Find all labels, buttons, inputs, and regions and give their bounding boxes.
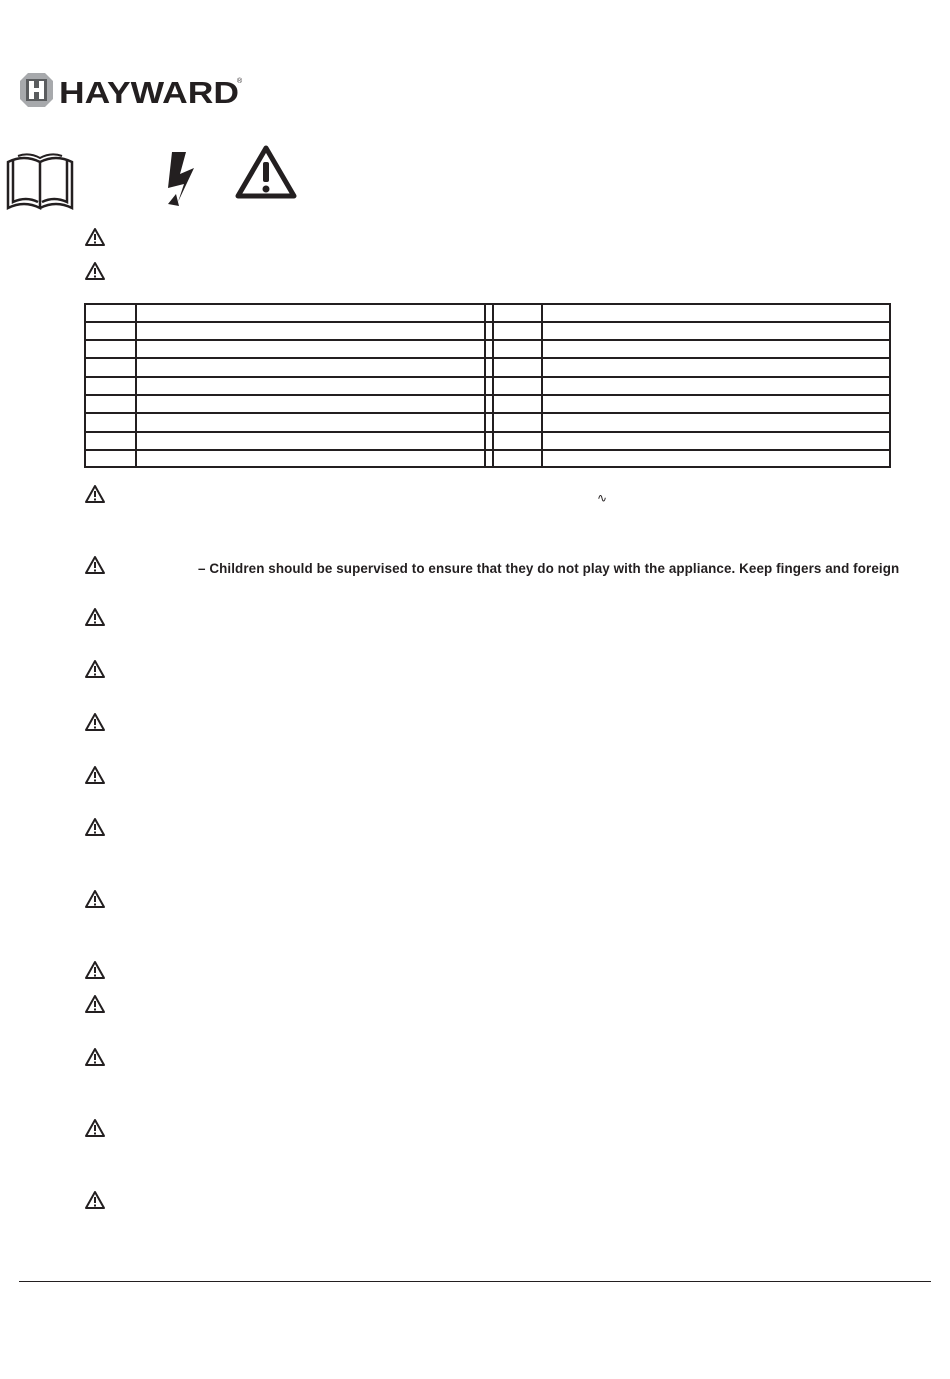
footer-divider <box>19 1281 931 1282</box>
table-row-divider <box>86 321 889 323</box>
table-column-divider <box>541 305 543 466</box>
read-manual-icon <box>8 154 72 208</box>
electric-shock-icon <box>168 152 194 206</box>
table-row-divider <box>86 412 889 414</box>
warning-icon <box>84 712 106 732</box>
registered-mark: ® <box>237 78 243 85</box>
table-column-divider <box>484 305 486 466</box>
warning-icon <box>84 261 106 281</box>
warning-icon <box>84 555 106 575</box>
warning-icon <box>238 148 294 196</box>
warning-icon <box>84 817 106 837</box>
ac-symbol: ∿ <box>597 491 608 505</box>
table-row-divider <box>86 394 889 396</box>
hayward-logo <box>19 72 244 108</box>
table-row-divider <box>86 431 889 433</box>
safety-header-icons <box>0 140 320 220</box>
table-column-divider <box>492 305 494 466</box>
warning-icon <box>84 765 106 785</box>
warning-icon <box>84 227 106 247</box>
warning-icon <box>84 994 106 1014</box>
table-column-divider <box>135 305 137 466</box>
warning-icon <box>84 607 106 627</box>
warning-icon <box>84 960 106 980</box>
warning-icon <box>84 889 106 909</box>
table-row-divider <box>86 357 889 359</box>
table-row-divider <box>86 376 889 378</box>
table-row-divider <box>86 339 889 341</box>
warning-icon <box>84 1190 106 1210</box>
safety-table <box>84 303 891 468</box>
warning-icon <box>84 1047 106 1067</box>
warning-icon <box>84 1118 106 1138</box>
children-supervision-warning: – Children should be supervised to ensure that they do not play with the appliance. Keep fingers and foreign <box>198 561 900 576</box>
logo-wordmark: HAYWARD <box>59 75 239 108</box>
table-row-divider <box>86 449 889 451</box>
warning-icon <box>84 659 106 679</box>
warning-icon <box>84 484 106 504</box>
